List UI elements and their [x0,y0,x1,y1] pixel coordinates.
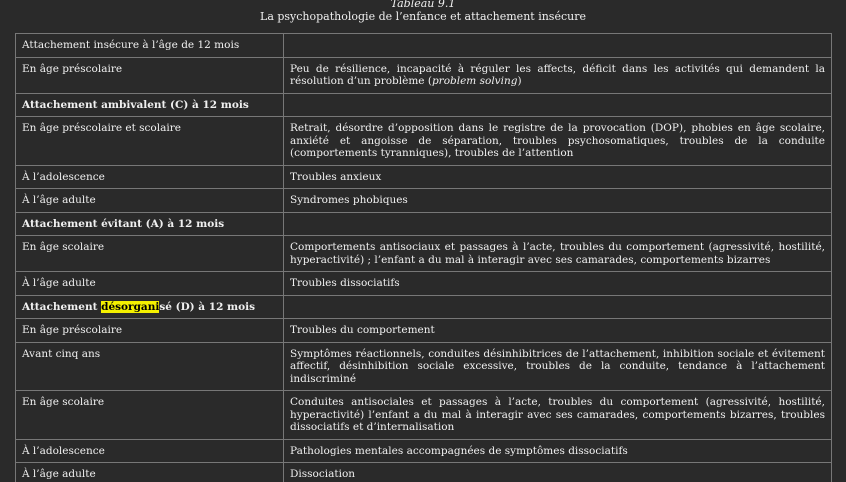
age-cell: En âge scolaire [16,236,284,272]
description-cell: Pathologies mentales accompagnées de symptômes dissociatifs [284,439,832,463]
description-cell: Dissociation [284,463,832,482]
description-cell [284,57,832,93]
age-cell: À l’âge adulte [16,463,284,482]
table-row [16,439,832,463]
description-cell: Troubles anxieux [284,165,832,189]
table-row [16,272,832,296]
table-row [16,165,832,189]
empty-cell [284,295,832,319]
age-cell: En âge scolaire [16,391,284,440]
section-heading: Attachement ambivalent (C) à 12 mois [16,93,284,117]
age-cell: En âge préscolaire [16,57,284,93]
description-cell: Syndromes phobiques [284,189,832,213]
table-row [16,342,832,391]
section-heading: Attachement évitant (A) à 12 mois [16,212,284,236]
age-cell: À l’adolescence [16,165,284,189]
empty-cell [284,34,832,58]
age-cell: À l’adolescence [16,439,284,463]
table-row [16,391,832,440]
table-title: La psychopathologie de l’enfance et attachement insécure [260,10,586,23]
table-caption [0,0,846,23]
table-row [16,295,832,319]
heading-text: sé (D) à 12 mois [159,300,256,313]
empty-cell [284,93,832,117]
description-cell: Retrait, désordre d’opposition dans le registre de la provocation (DOP), phobies en âge scolaire, anxiété et angoisse de séparation, troubles psychosomatiques, troubles de la conduite (comportements tyranniques), troubles de l’attention [284,117,832,166]
section-heading: Attachement insécure à l’âge de 12 mois [16,34,284,58]
age-cell: À l’âge adulte [16,189,284,213]
empty-cell [284,212,832,236]
table-row [16,117,832,166]
table-row [16,319,832,343]
description-cell: Troubles dissociatifs [284,272,832,296]
age-cell: Avant cinq ans [16,342,284,391]
description-italic: problem solving [431,75,518,87]
table-row [16,212,832,236]
description-cell: Symptômes réactionnels, conduites désinhibitrices de l’attachement, inhibition sociale et évitement affectif, désinhibition sociale excessive, troubles de la conduite, tendance à l’attachement indiscriminé [284,342,832,391]
table-label: Tableau 9.1 [390,0,456,10]
table-row [16,236,832,272]
description-cell: Comportements antisociaux et passages à l’acte, troubles du comportement (agressivité, hostilité, hyperactivité) ; l’enfant a du mal à interagir avec ses camarades, comportements bizarres [284,236,832,272]
age-cell: En âge préscolaire et scolaire [16,117,284,166]
psychopathology-table [15,33,832,482]
table-row [16,34,832,58]
description-cell: Troubles du comportement [284,319,832,343]
search-highlight: désorgani [101,300,160,313]
description-cell: Conduites antisociales et passages à l’acte, troubles du comportement (agressivité, hostilité, hyperactivité) l’enfant a du mal à interagir avec ses camarades, comportements bizarres, troubles dissociatifs et d’internalisation [284,391,832,440]
heading-text: Attachement [22,300,102,313]
age-cell: En âge préscolaire [16,319,284,343]
age-cell: À l’âge adulte [16,272,284,296]
table-row [16,463,832,482]
section-heading [16,295,284,319]
table-row [16,57,832,93]
description-text: Peu de résilience, incapacité à réguler les affects, déficit dans les activités qui demandent la résolution d’un problème ( [290,62,825,87]
table-row [16,93,832,117]
table-row [16,189,832,213]
description-tail: ) [517,75,522,87]
